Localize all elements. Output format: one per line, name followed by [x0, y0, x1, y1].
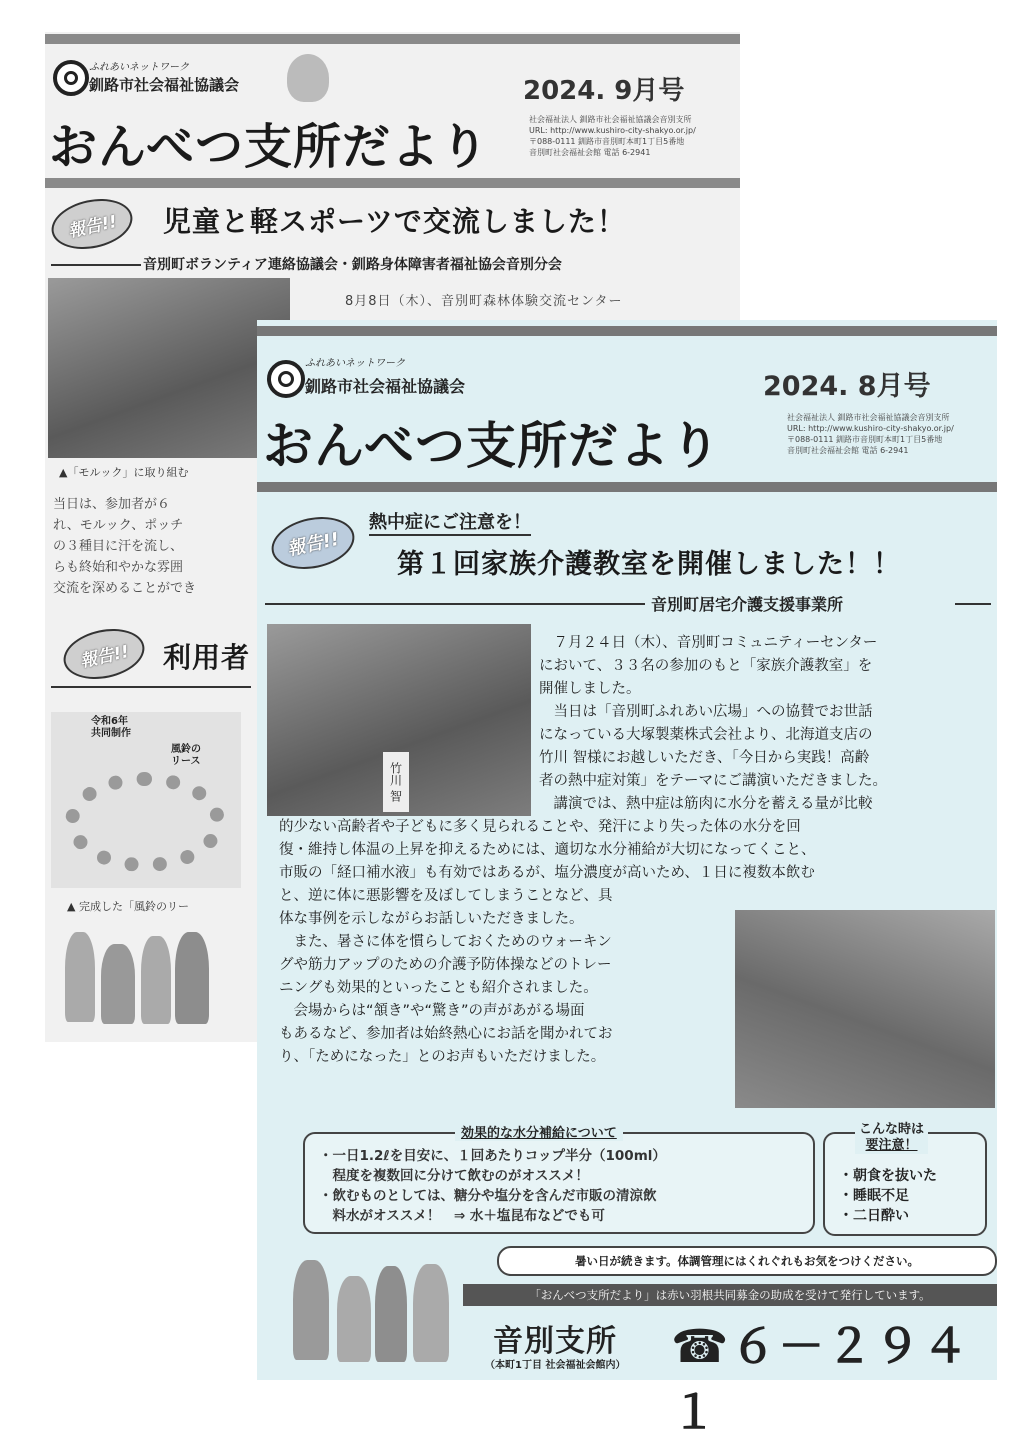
character-figure-icon [293, 1260, 329, 1360]
header-bottom-rule [257, 482, 997, 492]
subhead: 音別町ボランティア連絡協議会・釧路身体障害者福祉協会音別分会 [143, 257, 562, 273]
speaker-sign: 竹川 智 [383, 752, 409, 812]
wreath-caption: ▲ 完成した「風鈴のリー [67, 900, 189, 913]
article-body-top: ７月２４日（木）、音別町コミュニティーセンター において、３３名の参加のもと「家族介護教室」を 開催しました。 当日は「音別町ふれあい広場」への協賛でお世話 になっている大塚製薬株式会社より、北海道支店の 竹川 智様にお越しいただき、「今日から実践！高齢 者の熱中症対策」をテーマにご講演いただきました。 講演では、熱中症は筋肉に水分を蓄える量が比較 [539, 635, 887, 812]
hydration-tips-box [303, 1126, 815, 1234]
tips-title: 効果的な水分補給について [455, 1122, 623, 1141]
character-figure-icon [175, 932, 209, 1024]
wreath-label-2: 風鈴の リース [171, 744, 201, 767]
network-label: ふれあいネットワーク [305, 358, 405, 369]
headline: 児童と軽スポーツで交流しました！ [163, 205, 626, 238]
section-rule [51, 686, 251, 688]
participants-photo [735, 910, 995, 1108]
newsletter-title: おんべつ支所だより [49, 119, 490, 175]
character-figure-icon [65, 932, 95, 1022]
funding-banner: 「おんべつ支所だより」は赤い羽根共同募金の助成を受けて発行しています。 [463, 1284, 997, 1306]
subhead: 音別町居宅介護支援事業所 [651, 595, 844, 614]
wreath-label: 令和6年 共同制作 [91, 716, 131, 739]
children-photo [48, 278, 290, 458]
wreath-photo [51, 712, 241, 888]
org-name: 釧路市社会福祉協議会 [89, 76, 240, 94]
warning-box [823, 1122, 987, 1236]
character-figure-icon [413, 1264, 449, 1362]
warning-list: ・朝食を抜いた ・睡眠不足 ・二日酔い [839, 1168, 937, 1224]
headline: 第１回家族介護教室を開催しました！！ [397, 549, 901, 580]
subhead-rule-right [955, 603, 991, 605]
photo-caption: ▲「モルック」に取り組む [59, 466, 189, 479]
character-figure-icon [375, 1266, 407, 1362]
newsletter-title: おんべつ支所だより [263, 417, 721, 475]
wind-chime-wreath [65, 772, 225, 872]
speech-bubble: 暑い日が続きます。体調管理にはくれぐれもお気をつけください。 [497, 1246, 997, 1276]
character-figure-icon [337, 1276, 371, 1362]
publisher-info: 社会福祉法人 釧路市社会福祉協議会音別支所 URL: http://www.kushiro-city-shakyo.or.jp/ 〒088-0111 釧路市音別町本町1丁目5番地 音別町社会福祉会館 電話 6-2941 [787, 413, 954, 455]
top-rule [45, 34, 740, 44]
lecture-photo [267, 624, 531, 816]
event-date: 8月8日（木）、音別町森林体験交流センター [345, 294, 623, 309]
article-body: 当日は、参加者が６ れ、モルック、ポッチ の３種目に汗を流し、 らも終始和やかな雰囲 交流を深めることができ [53, 497, 197, 596]
article-body-bottom: と、逆に体に悪影響を及ぼしてしまうことなど、具 体な事例を示しながらお話しいただきました。 また、暑さに体を慣らしておくためのウォーキン グや筋力アップのための介護予防体操などのトレー ニングも効果的といったことも紹介されました。 会場からは“頷き”や“驚き”の声があがる場面 もあるなど、参加者は始終熱心にお話を聞かれてお り、「ためになった」とのお声もいただけました。 [279, 888, 613, 1065]
headline-2: 利用者 [163, 641, 251, 674]
issue-label: 2024. 8月号 [763, 371, 931, 402]
character-figure-icon [101, 944, 135, 1024]
article-body-mid: 的少ない高齢者や子どもに多く見られることや、発汗により失った体の水分を回 復・維持し体温の上昇を抑えるためには、適切な水分補給が大切になってくこと、 市販の「経口補水液」も有効ではあるが、塩分濃度が高いため、１日に複数本飲む [279, 819, 816, 881]
header-bottom-rule [45, 178, 740, 188]
report-badge: 報告!! [47, 192, 137, 256]
subhead-rule-left [51, 264, 141, 266]
report-badge-2: 報告!! [59, 622, 149, 686]
kicker: 熱中症にご注意を！ [369, 508, 531, 536]
publisher-info: 社会福祉法人 釧路市社会福祉協議会音別支所 URL: http://www.kushiro-city-shakyo.or.jp/ 〒088-0111 釧路市音別町本町1丁目5番地 音別町社会福祉会館 電話 6-2941 [529, 115, 696, 157]
character-figure-icon [141, 936, 171, 1024]
subhead-rule-left [265, 603, 645, 605]
top-rule [257, 326, 997, 336]
org-name: 釧路市社会福祉協議会 [305, 377, 466, 396]
mascot-icon [287, 54, 329, 102]
phone-number: ☎６－２９４１ [671, 1319, 971, 1439]
network-logo-icon [267, 360, 305, 398]
network-logo-icon [53, 60, 89, 96]
tips-list: ・一日1.2ℓを目安に、１回あたりコップ半分（100ml） 程度を複数回に分けて飲むのがオススメ！ ・飲むものとしては、糖分や塩分を含んだ市販の清涼飲 料水がオススメ！ ⇒ 水＋塩昆布などでも可 [319, 1148, 666, 1224]
warning-title: こんな時は 要注意！ [855, 1122, 928, 1154]
front-newsletter-sheet [257, 320, 997, 1439]
office-name: 音別支所 [493, 1324, 617, 1359]
network-label: ふれあいネットワーク [89, 62, 189, 73]
office-address: （本町1丁目 社会福祉会館内） [485, 1360, 626, 1371]
report-badge: 報告!! [267, 510, 360, 576]
issue-label: 2024. 9月号 [523, 76, 685, 106]
